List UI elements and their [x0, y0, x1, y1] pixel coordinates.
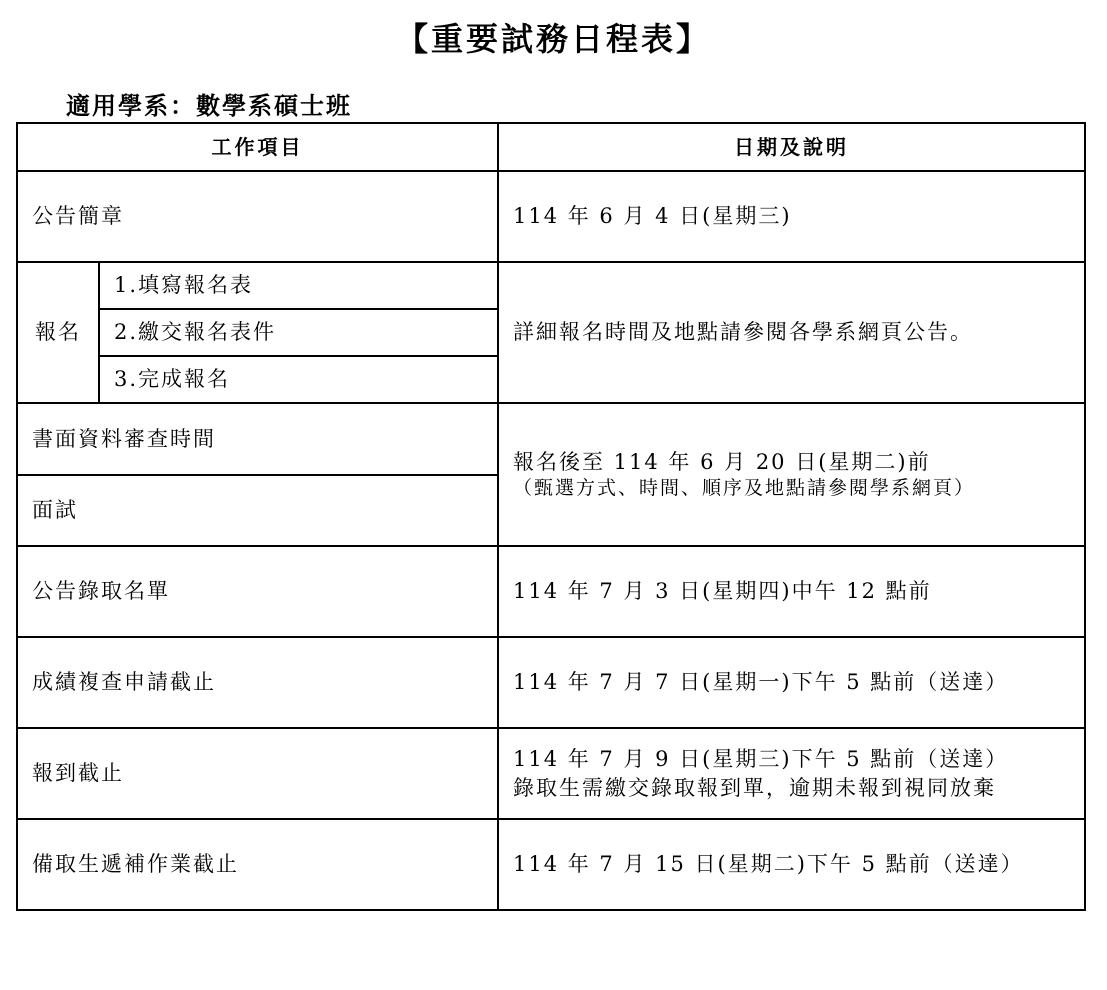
table-row — [17, 819, 1085, 910]
row-date-report — [498, 728, 1085, 819]
row-item-admission-list: 公告錄取名單 — [17, 546, 498, 637]
report-date-line: 114 年 7 月 9 日(星期三)下午 5 點前（送達） — [513, 747, 1009, 772]
review-interview-note: （甄選方式、時間、順序及地點請參閱學系網頁） — [513, 476, 976, 499]
row-item-review: 書面資料審查時間 — [17, 403, 498, 475]
row-date-score-recheck: 114 年 7 月 7 日(星期一)下午 5 點前（送達） — [498, 637, 1085, 728]
table-row — [17, 728, 1085, 819]
table-row — [17, 262, 1085, 309]
review-interview-date-line: 報名後至 114 年 6 月 20 日(星期二)前 — [513, 449, 931, 474]
schedule-table — [16, 122, 1086, 911]
department-subtitle: 適用學系：數學系碩士班 — [66, 91, 352, 120]
row-item-announce: 公告簡章 — [17, 171, 498, 262]
header-work-item: 工作項目 — [17, 123, 498, 171]
page-title: 【重要試務日程表】 — [395, 20, 711, 58]
header-date-description: 日期及說明 — [498, 123, 1085, 171]
row-item-waitlist: 備取生遞補作業截止 — [17, 819, 498, 910]
row-date-admission-list: 114 年 7 月 3 日(星期四)中午 12 點前 — [498, 546, 1085, 637]
table-row — [17, 637, 1085, 728]
registration-step-1: 1.填寫報名表 — [99, 262, 498, 309]
row-date-waitlist: 114 年 7 月 15 日(星期二)下午 5 點前（送達） — [498, 819, 1085, 910]
registration-step-3: 3.完成報名 — [99, 356, 498, 403]
table-row — [17, 171, 1085, 262]
table-row — [17, 403, 1085, 475]
row-group-registration: 報名 — [17, 262, 99, 403]
row-item-report: 報到截止 — [17, 728, 498, 819]
row-date-review-interview — [498, 403, 1085, 546]
table-row — [17, 546, 1085, 637]
row-item-score-recheck: 成績複查申請截止 — [17, 637, 498, 728]
table-header-row — [17, 123, 1085, 171]
row-date-announce: 114 年 6 月 4 日(星期三) — [498, 171, 1085, 262]
row-date-registration: 詳細報名時間及地點請參閱各學系網頁公告。 — [498, 262, 1085, 403]
row-item-interview: 面試 — [17, 475, 498, 546]
registration-step-2: 2.繳交報名表件 — [99, 309, 498, 356]
report-note-line: 錄取生需繳交錄取報到單，逾期未報到視同放棄 — [513, 775, 996, 800]
